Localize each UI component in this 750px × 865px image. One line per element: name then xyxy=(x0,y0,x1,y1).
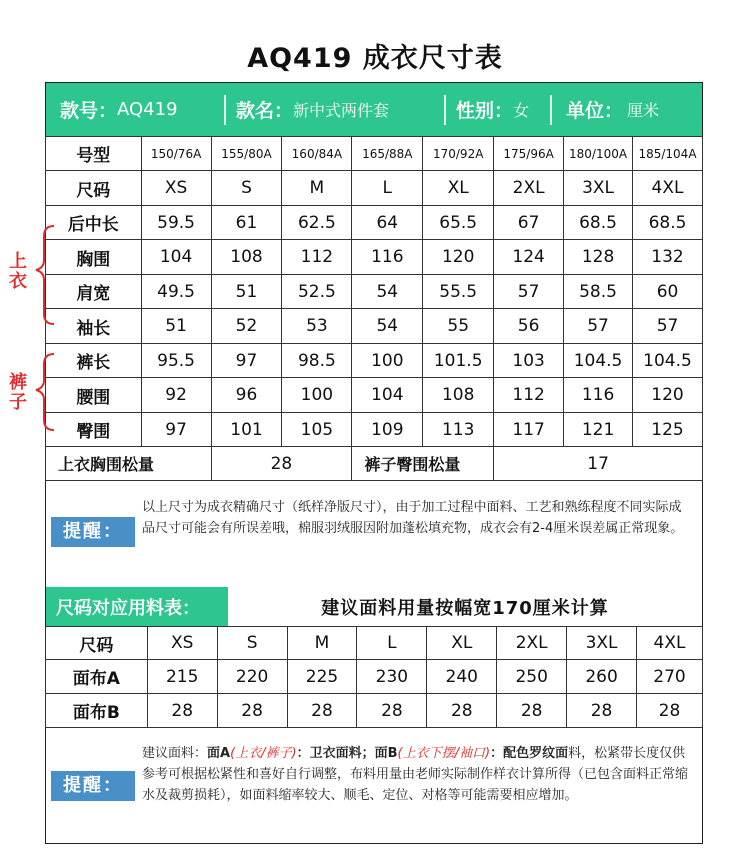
measure-cell: 128 xyxy=(564,240,633,275)
measure-cell: 120 xyxy=(633,378,703,413)
measure-cell: 112 xyxy=(282,240,352,275)
size-cell: S xyxy=(211,171,282,206)
measure-cell: 109 xyxy=(352,413,423,447)
measure-cell: 92 xyxy=(141,378,211,413)
measure-row xyxy=(46,413,703,447)
measure-cell: 104.5 xyxy=(564,344,633,378)
model-header: 号型 xyxy=(46,137,142,171)
measure-cell: 97 xyxy=(141,413,211,447)
style-name-cell xyxy=(226,83,444,136)
pants-ease-label: 裤子臀围松量 xyxy=(352,447,494,481)
fabric-cell: 28 xyxy=(427,694,497,728)
measure-cell: 68.5 xyxy=(633,206,703,240)
measure-cell: 55.5 xyxy=(423,275,494,309)
fabric-size-row xyxy=(46,627,703,660)
fabric-cell: 225 xyxy=(287,660,357,694)
pants-side-char: 裤 xyxy=(9,372,27,393)
tip2-part: 面A xyxy=(207,746,231,761)
model-cell: 175/96A xyxy=(494,137,564,171)
top-side-char: 衣 xyxy=(9,271,27,292)
measure-row xyxy=(46,206,703,240)
style-name-label: 款名： xyxy=(236,100,294,122)
measure-cell: 56 xyxy=(494,309,564,344)
measure-cell: 120 xyxy=(423,240,494,275)
fabric-cell: 215 xyxy=(147,660,217,694)
measure-cell: 108 xyxy=(211,240,282,275)
side-brackets xyxy=(30,222,60,434)
fabric-cell: 28 xyxy=(497,694,567,728)
tip-button: 提醒： xyxy=(51,771,135,801)
measure-cell: 65.5 xyxy=(423,206,494,240)
ease-row xyxy=(46,447,703,481)
fabric-cell: 230 xyxy=(357,660,427,694)
fabric-cell: 28 xyxy=(147,694,217,728)
measure-cell: 55 xyxy=(423,309,494,344)
tip-text: 以上尺寸为成衣精确尺寸（纸样净版尺寸），由于加工过程中面料、工艺和熟练程度不同实际成品尺寸可能会有所误差哦，棉服羽绒服因附加蓬松填充物，成衣会有2-4厘米误差属正常现象。 xyxy=(142,500,684,536)
pants-side-char: 子 xyxy=(9,392,27,413)
measure-cell: 57 xyxy=(633,309,703,344)
measure-name: 臀围 xyxy=(46,413,142,447)
measure-cell: 100 xyxy=(352,344,423,378)
fabric-section-label: 尺码对应用料表： xyxy=(46,587,228,626)
tip2-part: 料，松紧带长度仅供参考可根据松紧性和喜好自行调整，布料用量由老师实际制作样衣计算所得（已包含面料正常缩水及裁剪损耗），如面料缩率较大、顺毛、定位、对格等可能需要相应增加。 xyxy=(142,746,689,803)
style-name-value: 新中式两件套 xyxy=(293,101,390,120)
measure-cell: 113 xyxy=(423,413,494,447)
fabric-table xyxy=(45,626,703,728)
measure-cell: 97 xyxy=(211,344,282,378)
fabric-size-cell: 3XL xyxy=(567,627,637,660)
fabric-size-cell: S xyxy=(217,627,287,660)
measure-row xyxy=(46,240,703,275)
fabric-section-note: 建议面料用量按幅宽170厘米计算 xyxy=(321,598,609,619)
gender-value: 女 xyxy=(513,101,530,120)
measure-cell: 121 xyxy=(564,413,633,447)
measure-row xyxy=(46,275,703,309)
unit-value: 厘米 xyxy=(627,101,660,120)
fabric-row xyxy=(46,660,703,694)
model-row xyxy=(46,137,703,171)
measure-row xyxy=(46,309,703,344)
measure-cell: 101 xyxy=(211,413,282,447)
fabric-cell: 240 xyxy=(427,660,497,694)
measure-cell: 57 xyxy=(564,309,633,344)
tip2-part: 面B xyxy=(374,746,398,761)
measure-name: 腰围 xyxy=(46,378,142,413)
unit-cell xyxy=(552,83,700,136)
measure-cell: 95.5 xyxy=(141,344,211,378)
fabric-size-header: 尺码 xyxy=(46,627,148,660)
gender-label: 性别： xyxy=(456,100,514,122)
size-table xyxy=(45,136,703,481)
measure-row xyxy=(46,378,703,413)
measure-row xyxy=(46,344,703,378)
tip2-text xyxy=(142,743,694,806)
fabric-size-cell: XL xyxy=(427,627,497,660)
style-no-cell xyxy=(46,83,224,136)
size-cell: XL xyxy=(423,171,494,206)
unit-label: 单位： xyxy=(566,100,624,122)
pants-bracket xyxy=(36,354,54,430)
measure-cell: 64 xyxy=(352,206,423,240)
size-cell: 2XL xyxy=(494,171,564,206)
tip2-part: 建议面料： xyxy=(142,746,208,761)
measure-name: 肩宽 xyxy=(46,275,142,309)
fabric-size-cell: 4XL xyxy=(637,627,703,660)
fabric-cell: 260 xyxy=(567,660,637,694)
top-bracket xyxy=(36,226,54,324)
measure-cell: 67 xyxy=(494,206,564,240)
measure-name: 胸围 xyxy=(46,240,142,275)
fabric-size-cell: L xyxy=(357,627,427,660)
model-cell: 160/84A xyxy=(282,137,352,171)
measure-cell: 104.5 xyxy=(633,344,703,378)
measure-cell: 104 xyxy=(141,240,211,275)
measure-cell: 117 xyxy=(494,413,564,447)
fabric-size-cell: M xyxy=(287,627,357,660)
fabric-cell: 28 xyxy=(567,694,637,728)
measure-cell: 96 xyxy=(211,378,282,413)
measure-cell: 108 xyxy=(423,378,494,413)
top-side-char: 上 xyxy=(9,251,27,272)
size-cell: L xyxy=(352,171,423,206)
measure-cell: 58.5 xyxy=(564,275,633,309)
measure-cell: 98.5 xyxy=(282,344,352,378)
measure-cell: 62.5 xyxy=(282,206,352,240)
pants-side-label xyxy=(8,373,28,413)
size-row xyxy=(46,171,703,206)
measure-cell: 60 xyxy=(633,275,703,309)
fabric-cell: 220 xyxy=(217,660,287,694)
measure-cell: 125 xyxy=(633,413,703,447)
measure-cell: 103 xyxy=(494,344,564,378)
size-cell: M xyxy=(282,171,352,206)
model-cell: 165/88A xyxy=(352,137,423,171)
measure-cell: 52.5 xyxy=(282,275,352,309)
fabric-size-cell: XS xyxy=(147,627,217,660)
measure-cell: 68.5 xyxy=(564,206,633,240)
top-side-label xyxy=(8,252,28,292)
style-no-value: AQ419 xyxy=(117,99,178,120)
model-cell: 170/92A xyxy=(423,137,494,171)
measure-cell: 51 xyxy=(141,309,211,344)
info-bar xyxy=(46,83,702,136)
top-ease-value: 28 xyxy=(211,447,352,481)
measure-cell: 104 xyxy=(352,378,423,413)
tip2-highlight: (上衣下摆/袖口) xyxy=(397,746,491,761)
measure-cell: 54 xyxy=(352,275,423,309)
fabric-cell: 28 xyxy=(357,694,427,728)
measure-name: 袖长 xyxy=(46,309,142,344)
measure-name: 裤长 xyxy=(46,344,142,378)
size-cell: XS xyxy=(141,171,211,206)
model-cell: 150/76A xyxy=(141,137,211,171)
model-cell: 155/80A xyxy=(211,137,282,171)
pants-ease-value: 17 xyxy=(494,447,703,481)
measure-cell: 54 xyxy=(352,309,423,344)
tip2-part: ：卫衣面料； xyxy=(296,746,375,761)
measure-cell: 124 xyxy=(494,240,564,275)
size-cell: 4XL xyxy=(633,171,703,206)
fabric-cell: 28 xyxy=(217,694,287,728)
measure-name: 后中长 xyxy=(46,206,142,240)
tip2-highlight: (上衣/裤子) xyxy=(230,746,297,761)
size-header: 尺码 xyxy=(46,171,142,206)
measure-cell: 52 xyxy=(211,309,282,344)
model-cell: 185/104A xyxy=(633,137,703,171)
measure-cell: 61 xyxy=(211,206,282,240)
measure-cell: 51 xyxy=(211,275,282,309)
gender-cell xyxy=(446,83,550,136)
measure-cell: 112 xyxy=(494,378,564,413)
fabric-cell: 270 xyxy=(637,660,703,694)
fabric-name: 面布A xyxy=(46,660,148,694)
fabric-name: 面布B xyxy=(46,694,148,728)
fabric-cell: 28 xyxy=(287,694,357,728)
tip2-part: ：配色罗纹面 xyxy=(490,746,569,761)
measure-cell: 53 xyxy=(282,309,352,344)
fabric-cell: 28 xyxy=(637,694,703,728)
measure-cell: 49.5 xyxy=(141,275,211,309)
model-cell: 180/100A xyxy=(564,137,633,171)
measure-cell: 105 xyxy=(282,413,352,447)
top-ease-label: 上衣胸围松量 xyxy=(46,447,212,481)
measure-cell: 116 xyxy=(352,240,423,275)
tip-button: 提醒： xyxy=(51,517,135,547)
size-cell: 3XL xyxy=(564,171,633,206)
measure-cell: 100 xyxy=(282,378,352,413)
fabric-size-cell: 2XL xyxy=(497,627,567,660)
style-no-label: 款号： xyxy=(60,100,118,122)
measure-cell: 132 xyxy=(633,240,703,275)
measure-cell: 59.5 xyxy=(141,206,211,240)
measure-cell: 101.5 xyxy=(423,344,494,378)
measure-cell: 116 xyxy=(564,378,633,413)
page-title: AQ419 成衣尺寸表 xyxy=(247,43,503,74)
measure-cell: 57 xyxy=(494,275,564,309)
fabric-row xyxy=(46,694,703,728)
fabric-cell: 250 xyxy=(497,660,567,694)
